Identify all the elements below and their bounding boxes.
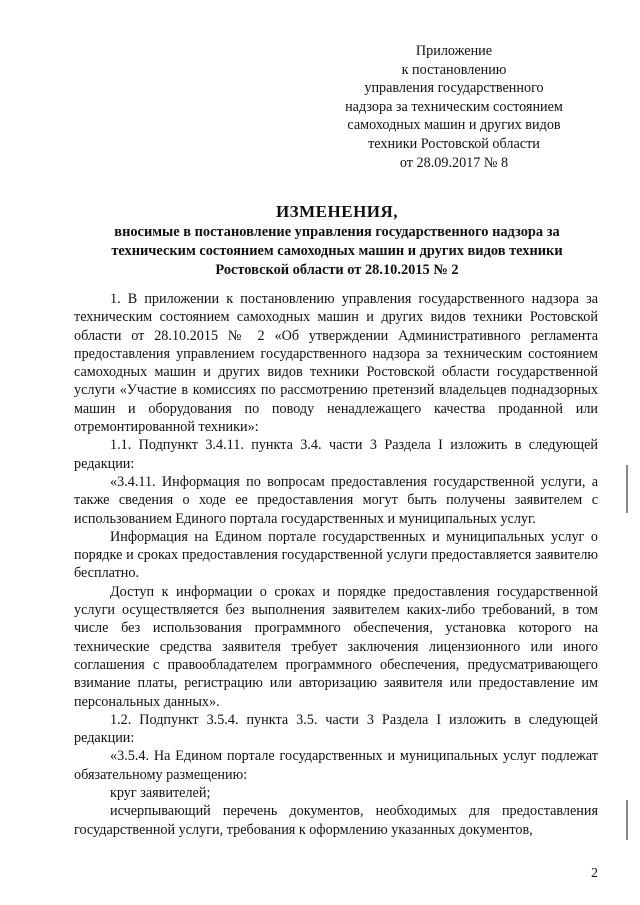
- scan-edge-mark: [626, 800, 628, 840]
- appendix-line: самоходных машин и других видов: [347, 117, 561, 134]
- appendix-line: надзора за техническим состоянием: [345, 98, 563, 115]
- scan-edge-mark: [626, 465, 628, 513]
- appendix-line: к постановлению: [401, 61, 507, 78]
- title-subtitle: вносимые в постановление управления государственного надзора за техническим состоянием самоходных машин и других видов техники Ростовской области от 28.10.2015 № 2: [111, 224, 563, 278]
- appendix-line: от 28.09.2017 № 8: [399, 154, 509, 171]
- page-number: 2: [591, 866, 598, 881]
- appendix-header: [320, 42, 588, 172]
- paragraph: «3.5.4. На Едином портале государственных и муниципальных услуг подлежат обязательному размещению:: [74, 748, 598, 783]
- paragraph: «3.4.11. Информация по вопросам предоставления государственной услуги, а также сведения о ходе ее предоставления могут быть получены заявителем с использованием Единого портала государственных и муниципальных услуг.: [74, 473, 598, 527]
- appendix-line: техники Ростовской области: [368, 135, 540, 152]
- title-main: ИЗМЕНЕНИЯ,: [275, 202, 399, 221]
- document-title: [74, 201, 600, 280]
- paragraph: круг заявителей;: [110, 785, 211, 802]
- paragraph: 1.1. Подпункт 3.4.11. пункта 3.4. части 3 Раздела I изложить в следующей редакции:: [74, 437, 598, 472]
- paragraph: исчерпывающий перечень документов, необходимых для предоставления государственной услуги, требования к оформлению указанных документов,: [74, 803, 598, 838]
- paragraph: Информация на Едином портале государственных и муниципальных услуг о порядке и сроках предоставления государственной услуги предоставляется заявителю бесплатно.: [74, 528, 598, 582]
- paragraph: Доступ к информации о сроках и порядке предоставления государственной услуги осуществляется без выполнения заявителем каких-либо требований, в том числе без использования программного обеспечения, установка которого на технические средства заявителя требует заключения лицензионного или иного соглашения с правообладателем программного обеспечения, предусматривающего взимание платы, регистрацию или авторизацию заявителя или предоставление им персональных данных».: [74, 583, 598, 710]
- appendix-line: Приложение: [415, 43, 493, 59]
- paragraph: 1.2. Подпункт 3.5.4. пункта 3.5. части 3 Раздела I изложить в следующей редакции:: [74, 711, 598, 747]
- document-body: [74, 290, 598, 839]
- appendix-line: управления государственного: [364, 80, 544, 97]
- paragraph: 1. В приложении к постановлению управления государственного надзора за техническим состоянием самоходных машин и других видов техники Ростовской области от 28.10.2015 № 2 «Об утверждении Административного регламента предоставления управлением государственного надзора за техническим состоянием самоходных машин и других видов техники Ростовской области государственной услуги «Участие в комиссиях по рассмотрению претензий владельцев поднадзорных машин и оборудования по поводу ненадлежащего качества проданной или отремонтированной техники»:: [74, 291, 598, 436]
